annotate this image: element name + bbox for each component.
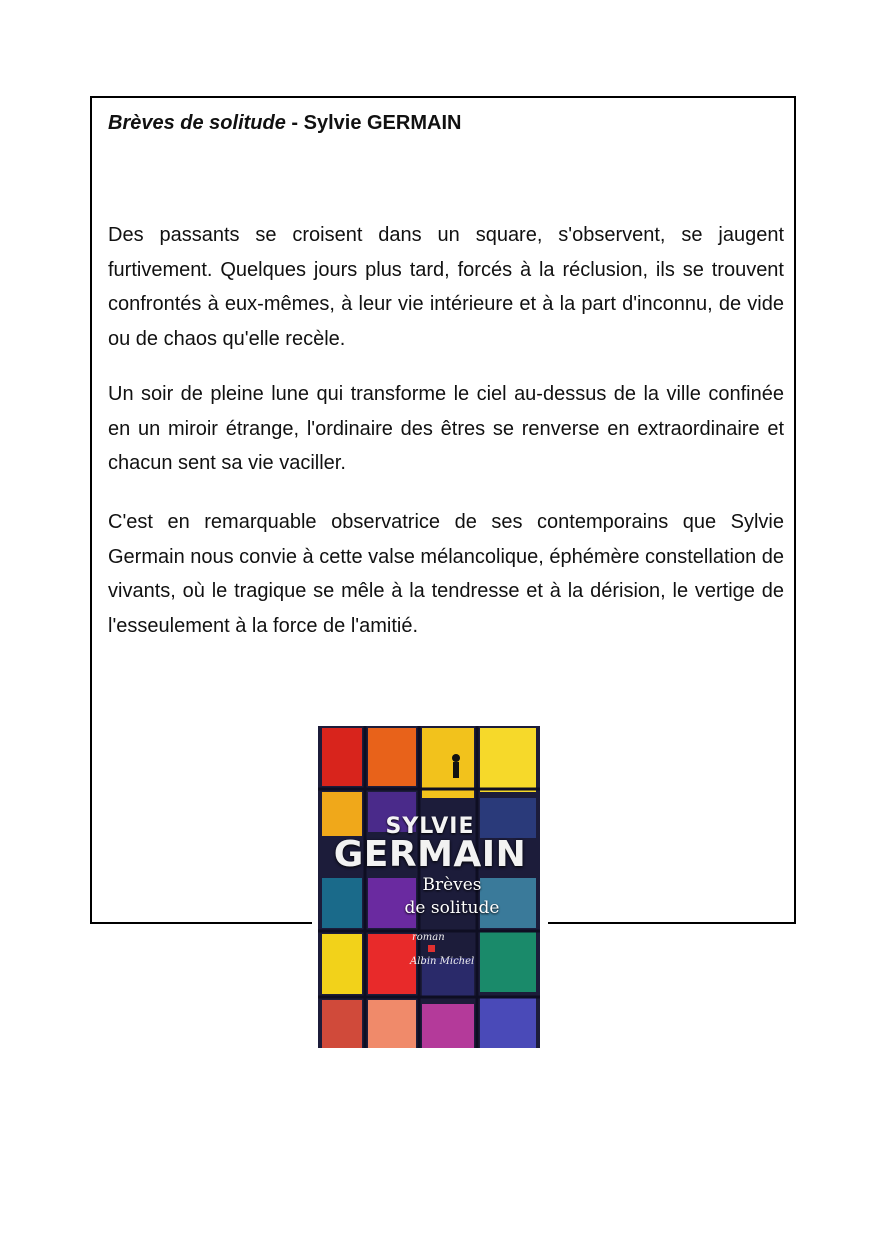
cover-author-last: GERMAIN <box>333 834 527 875</box>
publisher-mark-icon <box>428 945 435 952</box>
cover-author-first: SYLVIE <box>385 814 475 839</box>
title-separator: - <box>285 112 304 134</box>
cover-title <box>352 874 548 920</box>
page-title <box>108 110 461 136</box>
cover-genre: roman <box>412 932 445 943</box>
paragraph-1: Des passants se croisent dans un square, s'observent, se jaugent furtivement. Quelques jours plus tard, forcés à la réclusion, ils se trouvent confrontés à eux-mêmes, à leur vie intérieure et à la part d'inconnu, de vide ou de chaos qu'elle recèle. <box>108 224 784 350</box>
cover-publisher: Albin Michel <box>410 956 475 967</box>
paragraph-2: Un soir de pleine lune qui transforme le ciel au-dessus de la ville confinée en un miroir étrange, l'ordinaire des êtres se renverse en extraordinaire et chacun sent sa vie vaciller. <box>108 383 784 474</box>
book-cover-image <box>312 718 548 1056</box>
cover-title-line2: de solitude <box>404 898 500 918</box>
cover-title-line1: Brèves <box>422 875 482 895</box>
paragraph-3: C'est en remarquable observatrice de ses contemporains que Sylvie Germain nous convie à cette valse mélancolique, éphémère constellation de vivants, où le tragique se mêle à la tendresse et à la dérision, le vertige de l'esseulement à la force de l'amitié. <box>108 511 784 637</box>
book-title: Brèves de solitude <box>108 112 286 134</box>
author-name: Sylvie GERMAIN <box>303 112 462 134</box>
